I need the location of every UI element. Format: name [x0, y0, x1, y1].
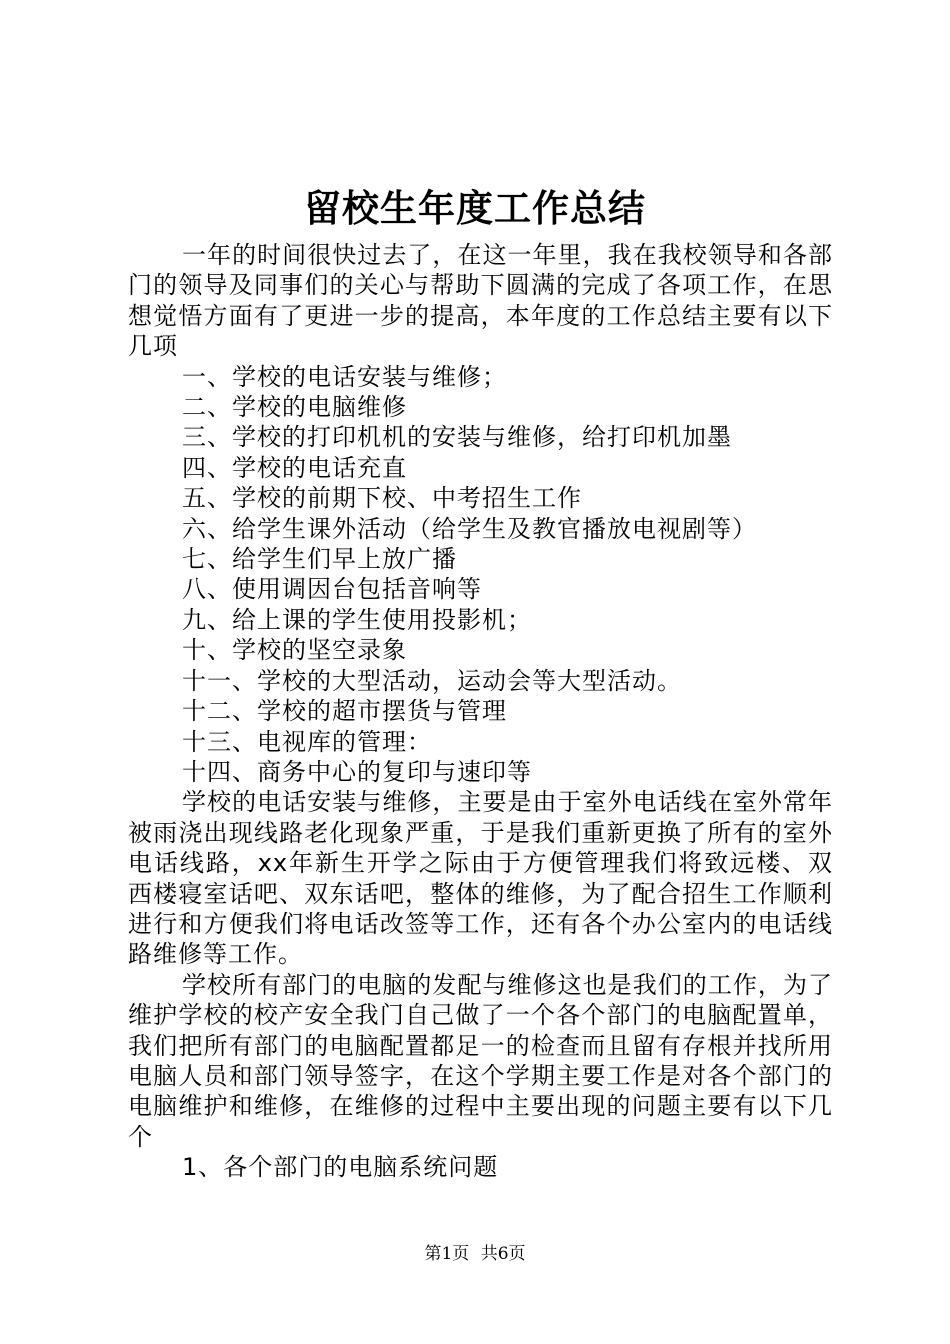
list-item: 二、学校的电脑维修	[182, 393, 407, 422]
document-title: 留校生年度工作总结	[304, 187, 646, 230]
list-item: 十、学校的坚空录象	[182, 636, 407, 665]
list-item: 十一、学校的大型活动，运动会等大型活动。	[182, 666, 682, 695]
phone-paragraph: 学校的电话安装与维修，主要是由于室外电话线在室外常年被雨浇出现线路老化现象严重，于是我们重新更换了所有的室外电话线路，xx年新生开学之际由于方便管理我们将致远楼、双西楼寝室话吧、双东话吧，整体的维修，为了配合招生工作顺利进行和方便我们将电话改签等工作，还有各个办公室内的电话线路维修等工作。	[128, 788, 833, 969]
list-item: 十四、商务中心的复印与速印等	[182, 757, 532, 786]
document-body	[128, 240, 833, 1183]
page-footer	[0, 1242, 950, 1266]
computer-paragraph: 学校所有部门的电脑的发配与维修这也是我们的工作，为了维护学校的校产安全我门自己做了一个各个部门的电脑配置单，我们把所有部门的电脑配置都足一的检查而且留有存根并找所用电脑人员和部门领导签字，在这个学期主要工作是对各个部门的电脑维护和维修，在维修的过程中主要出现的问题主要有以下几个	[128, 970, 833, 1151]
sub-list-item: 1、各个部门的电脑系统问题	[182, 1153, 499, 1182]
page-number: 第1页	[424, 1244, 470, 1264]
list-item: 一、学校的电话安装与维修；	[182, 362, 507, 391]
list-item: 十二、学校的超市摆货与管理	[182, 697, 507, 726]
list-item: 七、给学生们早上放广播	[182, 545, 457, 574]
list-item: 十三、电视库的管理：	[182, 727, 432, 756]
list-item: 三、学校的打印机机的安装与维修，给打印机加墨	[182, 423, 732, 452]
intro-paragraph: 一年的时间很快过去了，在这一年里，我在我校领导和各部门的领导及同事们的关心与帮助下圆满的完成了各项工作，在思想觉悟方面有了更进一步的提高，本年度的工作总结主要有以下几项	[128, 241, 833, 361]
list-item: 八、使用调因台包括音响等	[182, 575, 482, 604]
list-item: 五、学校的前期下校、中考招生工作	[182, 484, 582, 513]
list-item: 四、学校的电话充直	[182, 453, 407, 482]
list-item: 六、给学生课外活动（给学生及教官播放电视剧等）	[182, 514, 757, 543]
page-total: 共6页	[480, 1244, 526, 1264]
list-item: 九、给上课的学生使用投影机；	[182, 605, 532, 634]
